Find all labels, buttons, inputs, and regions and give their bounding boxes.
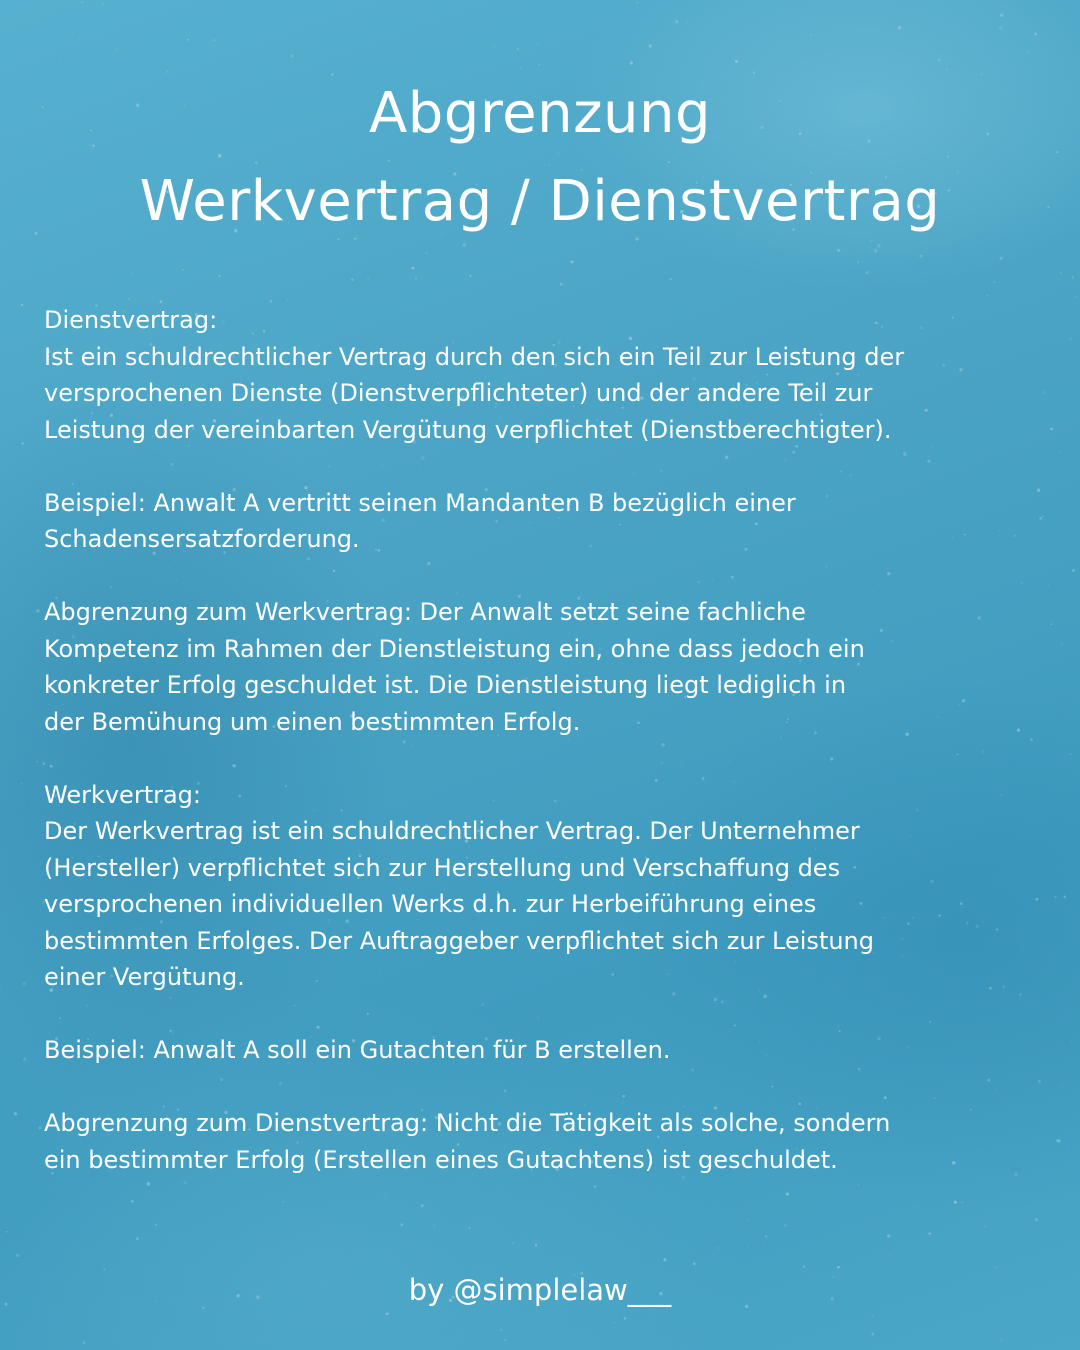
paragraph-werkvertrag-definition: Werkvertrag: Der Werkvertrag ist ein schuldrechtlicher Vertrag. Der Unternehmer (Hersteller) verpflichtet sich zur Herstellung und Verschaffung des versprochenen individuellen Werks d.h. zur Herbeiführung eines bestimmten Erfolges. Der Auftraggeber verpflichtet sich zur Leistung einer Vergütung.	[44, 780, 875, 991]
page-title	[0, 70, 1080, 246]
paragraph-abgrenzung-dienstvertrag: Abgrenzung zum Dienstvertrag: Nicht die Tätigkeit als solche, sondern ein bestimmter Erfolg (Erstellen eines Gutachtens) ist geschuldet.	[44, 1109, 891, 1174]
body-text	[44, 302, 1044, 1178]
paragraph-dienstvertrag-definition: Dienstvertrag: Ist ein schuldrechtlicher Vertrag durch den sich ein Teil zur Leistung der versprochenen Dienste (Dienstverpflichteter) und der andere Teil zur Leistung der vereinbarten Vergütung verpflichtet (Dienstberechtigter).	[44, 306, 905, 444]
title-line-1: Abgrenzung	[368, 81, 712, 146]
paragraph-dienstvertrag-example: Beispiel: Anwalt A vertritt seinen Mandanten B bezüglich einer Schadensersatzforderung.	[44, 488, 796, 553]
footer-credit: by @simplelaw___	[408, 1273, 672, 1307]
paragraph-werkvertrag-example: Beispiel: Anwalt A soll ein Gutachten für B erstellen.	[44, 1036, 671, 1064]
paragraph-abgrenzung-werkvertrag: Abgrenzung zum Werkvertrag: Der Anwalt setzt seine fachliche Kompetenz im Rahmen der Dienstleistung ein, ohne dass jedoch ein konkreter Erfolg geschuldet ist. Die Dienstleistung liegt lediglich in der Bemühung um einen bestimmten Erfolg.	[44, 598, 865, 736]
title-line-2: Werkvertrag / Dienstvertrag	[139, 169, 941, 234]
